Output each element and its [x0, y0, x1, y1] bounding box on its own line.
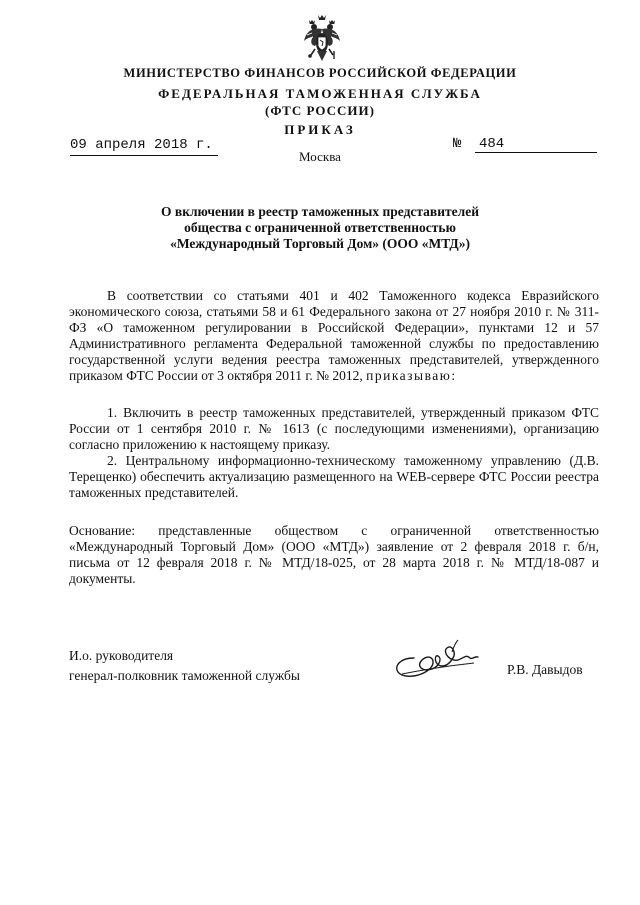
city: Москва: [299, 149, 341, 164]
order-subject: [100, 204, 540, 252]
signer-name: Р.В. Давыдов: [507, 662, 583, 677]
order-date: 09 апреля 2018 г.: [70, 137, 213, 153]
emblem-icon: [303, 13, 341, 63]
basis-paragraph: [69, 523, 599, 587]
ministry-name: МИНИСТЕРСТВО ФИНАНСОВ РОССИЙСКОЙ ФЕДЕРАЦИИ: [123, 66, 517, 80]
subject-line: общества с ограниченной ответственностью: [184, 220, 456, 235]
signer-position: [69, 646, 300, 686]
service-abbreviation: (ФТС РОССИИ): [265, 103, 375, 118]
item-2-text: 2. Центральному информационно-техническому таможенному управлению (Д.В. Терещенко) обеспечить актуализацию размещенного на WEB-сервере ФТС России реестра таможенных представителей.: [69, 453, 599, 501]
item-1-text: 1. Включить в реестр таможенных представителей, утвержденный приказом ФТС России от 1 сентября 2010 г. № 1613 (с последующими изменениями), организацию согласно приложению к настоящему приказу.: [69, 405, 599, 453]
signer-position-line: генерал-полковник таможенной службы: [69, 668, 300, 683]
number-label: №: [453, 136, 462, 152]
handwritten-signature: [392, 636, 504, 686]
signer-position-line: И.о. руководителя: [69, 648, 174, 663]
preamble-paragraph: [69, 288, 599, 385]
service-name: ФЕДЕРАЛЬНАЯ ТАМОЖЕННАЯ СЛУЖБА: [158, 86, 482, 101]
document-type: ПРИКАЗ: [284, 122, 356, 137]
order-word: приказываю:: [366, 368, 457, 384]
subject-line: «Международный Торговый Дом» (ООО «МТД»): [170, 236, 470, 251]
basis-text: Основание: представленные обществом с ограниченной ответственностью «Международный Торговый Дом» (ООО «МТД») заявление от 2 февраля 2018 г. б/н, письма от 12 февраля 2018 г. № МТД/18-025, от 28 марта 2018 г. № МТД/18-087 и документы.: [69, 523, 599, 587]
item-1-paragraph: [69, 405, 599, 453]
order-number: 484: [479, 136, 505, 152]
subject-line: О включении в реестр таможенных представителей: [161, 204, 479, 219]
preamble-text: В соответствии со статьями 401 и 402 Таможенного кодекса Евразийского экономического союза, статьями 58 и 61 Федерального закона от 27 ноября 2010 г. № 311-ФЗ «О таможенном регулировании в Российской Федерации», пунктами 12 и 57 Административного регламента Федеральной таможенной службы по предоставлению государственной услуги ведения реестра таможенных представителей, утвержденного приказом ФТС России от 3 октября 2011 г. № 2012,: [69, 288, 599, 384]
item-2-paragraph: [69, 453, 599, 501]
